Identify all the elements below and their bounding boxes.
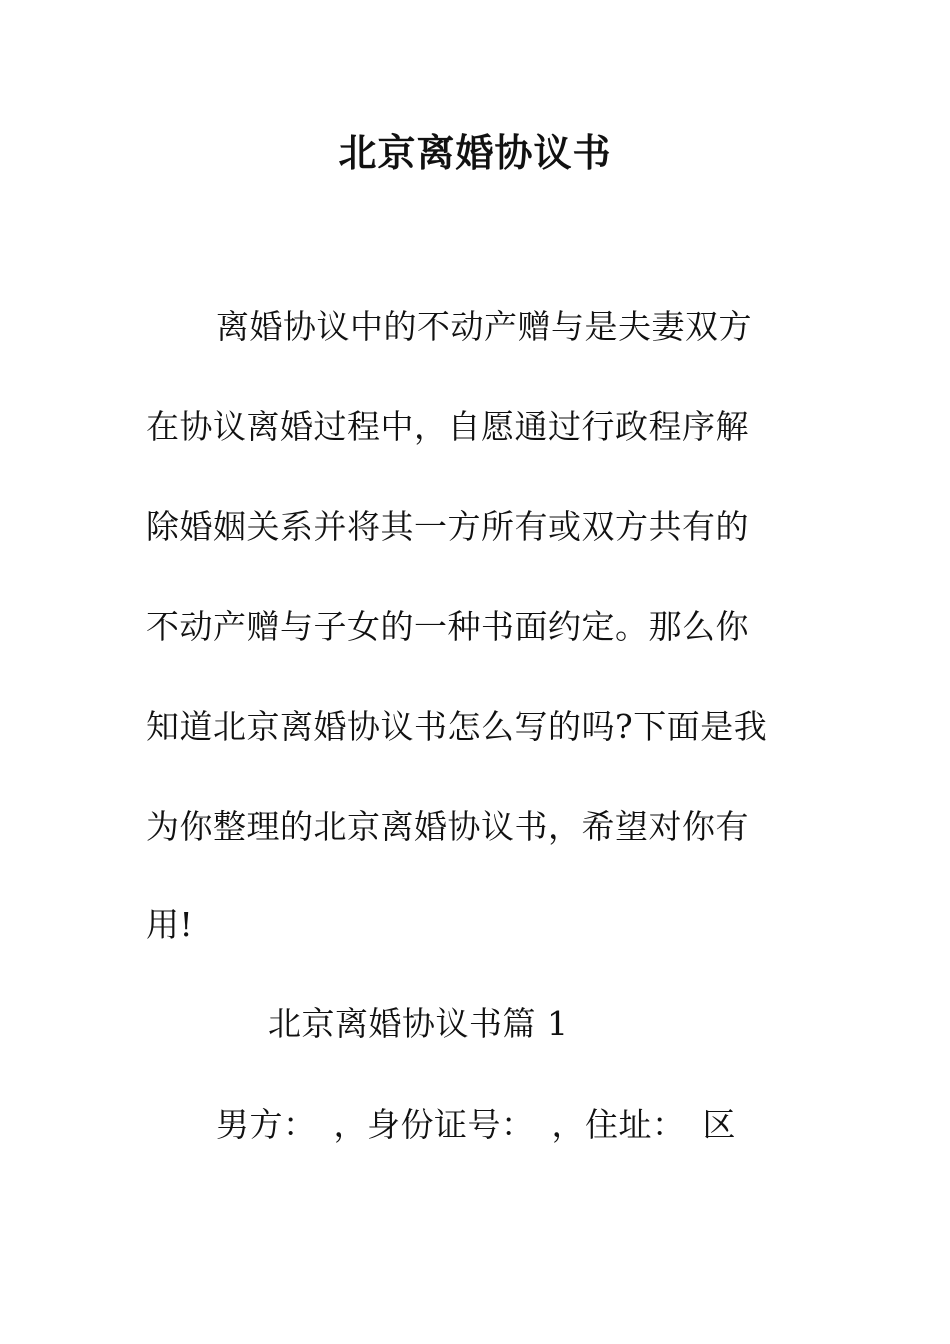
intro-line-6: 为你整理的北京离婚协议书，希望对你有 — [146, 807, 749, 846]
document-title: 北京离婚协议书 — [338, 130, 612, 175]
intro-line-1: 离婚协议中的不动产赠与是夫妻双方 — [216, 307, 752, 346]
party-info-line: 男方： ，身份证号： ，住址： 区 — [216, 1105, 736, 1144]
intro-line-2: 在协议离婚过程中，自愿通过行政程序解 — [146, 407, 749, 446]
intro-line-7: 用! — [146, 905, 194, 944]
intro-line-5: 知道北京离婚协议书怎么写的吗?下面是我 — [146, 707, 768, 746]
section-heading: 北京离婚协议书篇 1 — [268, 1004, 569, 1043]
intro-line-3: 除婚姻关系并将其一方所有或双方共有的 — [146, 507, 749, 546]
intro-line-4: 不动产赠与子女的一种书面约定。那么你 — [146, 607, 749, 646]
